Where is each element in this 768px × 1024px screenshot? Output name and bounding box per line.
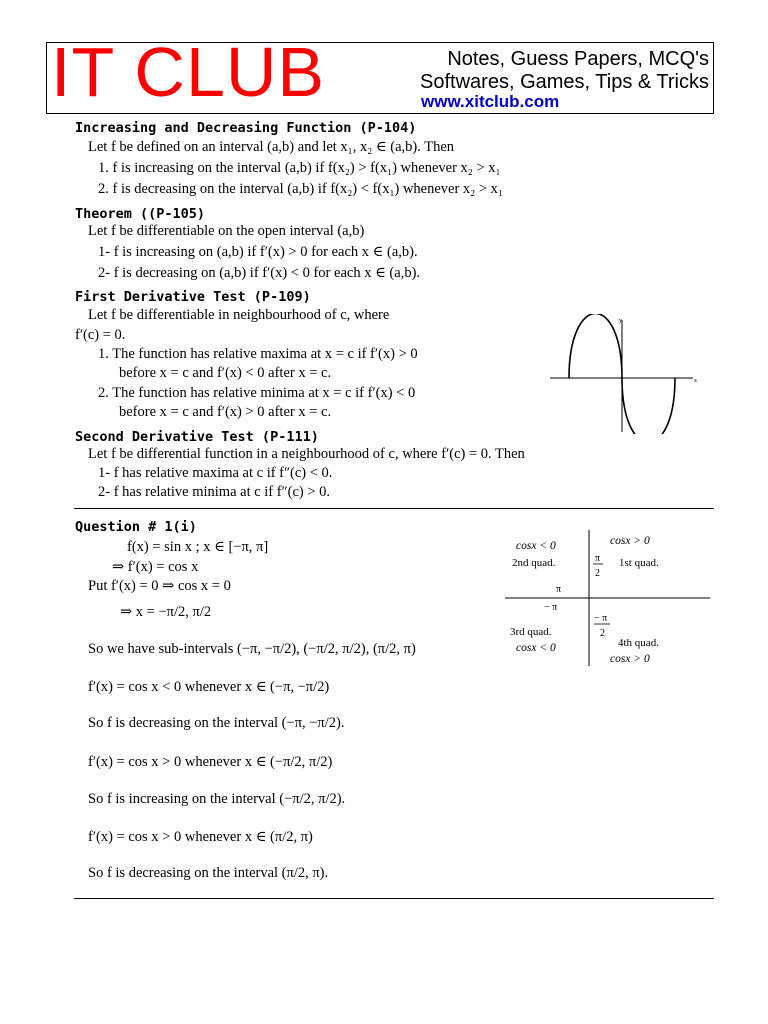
question-line-9: So f is increasing on the interval (−π/2, π/2). — [88, 791, 346, 807]
increasing-line-1: Let f be defined on an interval (a,b) and let x₁, x₂ ∈ (a,b). Then — [88, 139, 455, 155]
website-link[interactable]: www.xitclub.com — [421, 92, 560, 111]
q1-label: 1st quad. — [619, 557, 659, 569]
graph-x-label: x — [694, 378, 697, 384]
q4-label: 4th quad. — [618, 637, 659, 649]
second-derivative-line-3: 2- f has relative minima at c if f″(c) > 0. — [98, 484, 331, 500]
section-title-increasing: Increasing and Decreasing Function (P-104) — [75, 120, 417, 136]
q4-angle-num: − π — [594, 613, 608, 624]
header-banner — [46, 33, 714, 114]
question-line-11: So f is decreasing on the interval (π/2, π). — [88, 865, 329, 881]
theorem-line-1: Let f be differentiable on the open interval (a,b) — [88, 223, 365, 239]
q4-sign: cosx > 0 — [610, 653, 650, 665]
question-line-5: So we have sub-intervals (−π, −π/2), (−π/2, π/2), (π/2, π) — [88, 641, 416, 657]
first-derivative-line-1: Let f be differentiable in neighbourhood of c, where — [88, 307, 390, 323]
q3-label: 3rd quad. — [510, 626, 552, 638]
question-line-10: f′(x) = cos x > 0 whenever x ∈ (π/2, π) — [88, 829, 313, 845]
q1-angle-num: π — [595, 553, 601, 564]
neg-pi-label: − π — [544, 602, 558, 613]
brand-logo: IT CLUB — [51, 33, 326, 111]
second-derivative-line-2: 1- f has relative maxima at c if f″(c) < 0. — [98, 465, 333, 481]
q1-sign: cosx > 0 — [610, 535, 650, 547]
quadrant-diagram — [500, 526, 714, 671]
first-derivative-line-4: before x = c and f′(x) < 0 after x = c. — [119, 365, 332, 381]
section-title-first-derivative: First Derivative Test (P-109) — [75, 289, 311, 305]
question-line-2: ⇒ f′(x) = cos x — [112, 559, 199, 575]
theorem-line-3: 2- f is decreasing on (a,b) if f′(x) < 0 for each x ∈ (a,b). — [98, 265, 421, 281]
first-derivative-line-3: 1. The function has relative maxima at x = c if f′(x) > 0 — [98, 346, 418, 362]
question-line-6: f′(x) = cos x < 0 whenever x ∈ (−π, −π/2) — [88, 679, 330, 695]
question-line-1: f(x) = sin x ; x ∈ [−π, π] — [127, 539, 269, 555]
section-title-theorem: Theorem ((P-105) — [75, 206, 206, 222]
q3-sign: cosx < 0 — [516, 642, 556, 654]
question-line-7: So f is decreasing on the interval (−π, −π/2). — [88, 715, 345, 731]
tagline-line-2: Softwares, Games, Tips & Tricks — [420, 71, 709, 93]
q2-sign: cosx < 0 — [516, 540, 556, 552]
q1-angle-den: 2 — [595, 568, 600, 579]
q4-angle-den: 2 — [600, 628, 605, 639]
section-title-second-derivative: Second Derivative Test (P-111) — [75, 429, 319, 445]
question-line-3: Put f′(x) = 0 ⇒ cos x = 0 — [88, 578, 231, 594]
question-title: Question # 1(i) — [75, 519, 197, 535]
bottom-divider — [74, 898, 714, 899]
tagline-line-1: Notes, Guess Papers, MCQ's — [447, 48, 709, 70]
theorem-line-2: 1- f is increasing on (a,b) if f′(x) > 0 for each x ∈ (a,b). — [98, 244, 418, 260]
second-derivative-line-1: Let f be differential function in a neighbourhood of c, where f′(c) = 0. Then — [88, 446, 525, 462]
graph-y-label: y — [619, 318, 622, 324]
question-line-8: f′(x) = cos x > 0 whenever x ∈ (−π/2, π/2) — [88, 754, 333, 770]
first-derivative-line-5: 2. The function has relative minima at x = c if f′(x) < 0 — [98, 385, 416, 401]
section-divider — [74, 508, 714, 509]
pi-label: π — [556, 584, 562, 595]
sine-graph — [545, 314, 705, 434]
increasing-line-2: 1. f is increasing on the interval (a,b) if f(x₂) > f(x₁) whenever x₂ > x₁ — [98, 160, 501, 176]
question-line-4: ⇒ x = −π/2, π/2 — [120, 604, 212, 620]
q2-label: 2nd quad. — [512, 557, 556, 569]
first-derivative-line-6: before x = c and f′(x) > 0 after x = c. — [119, 404, 332, 420]
increasing-line-3: 2. f is decreasing on the interval (a,b) if f(x₂) < f(x₁) whenever x₂ > x₁ — [98, 181, 503, 197]
first-derivative-line-2: f′(c) = 0. — [75, 327, 126, 343]
